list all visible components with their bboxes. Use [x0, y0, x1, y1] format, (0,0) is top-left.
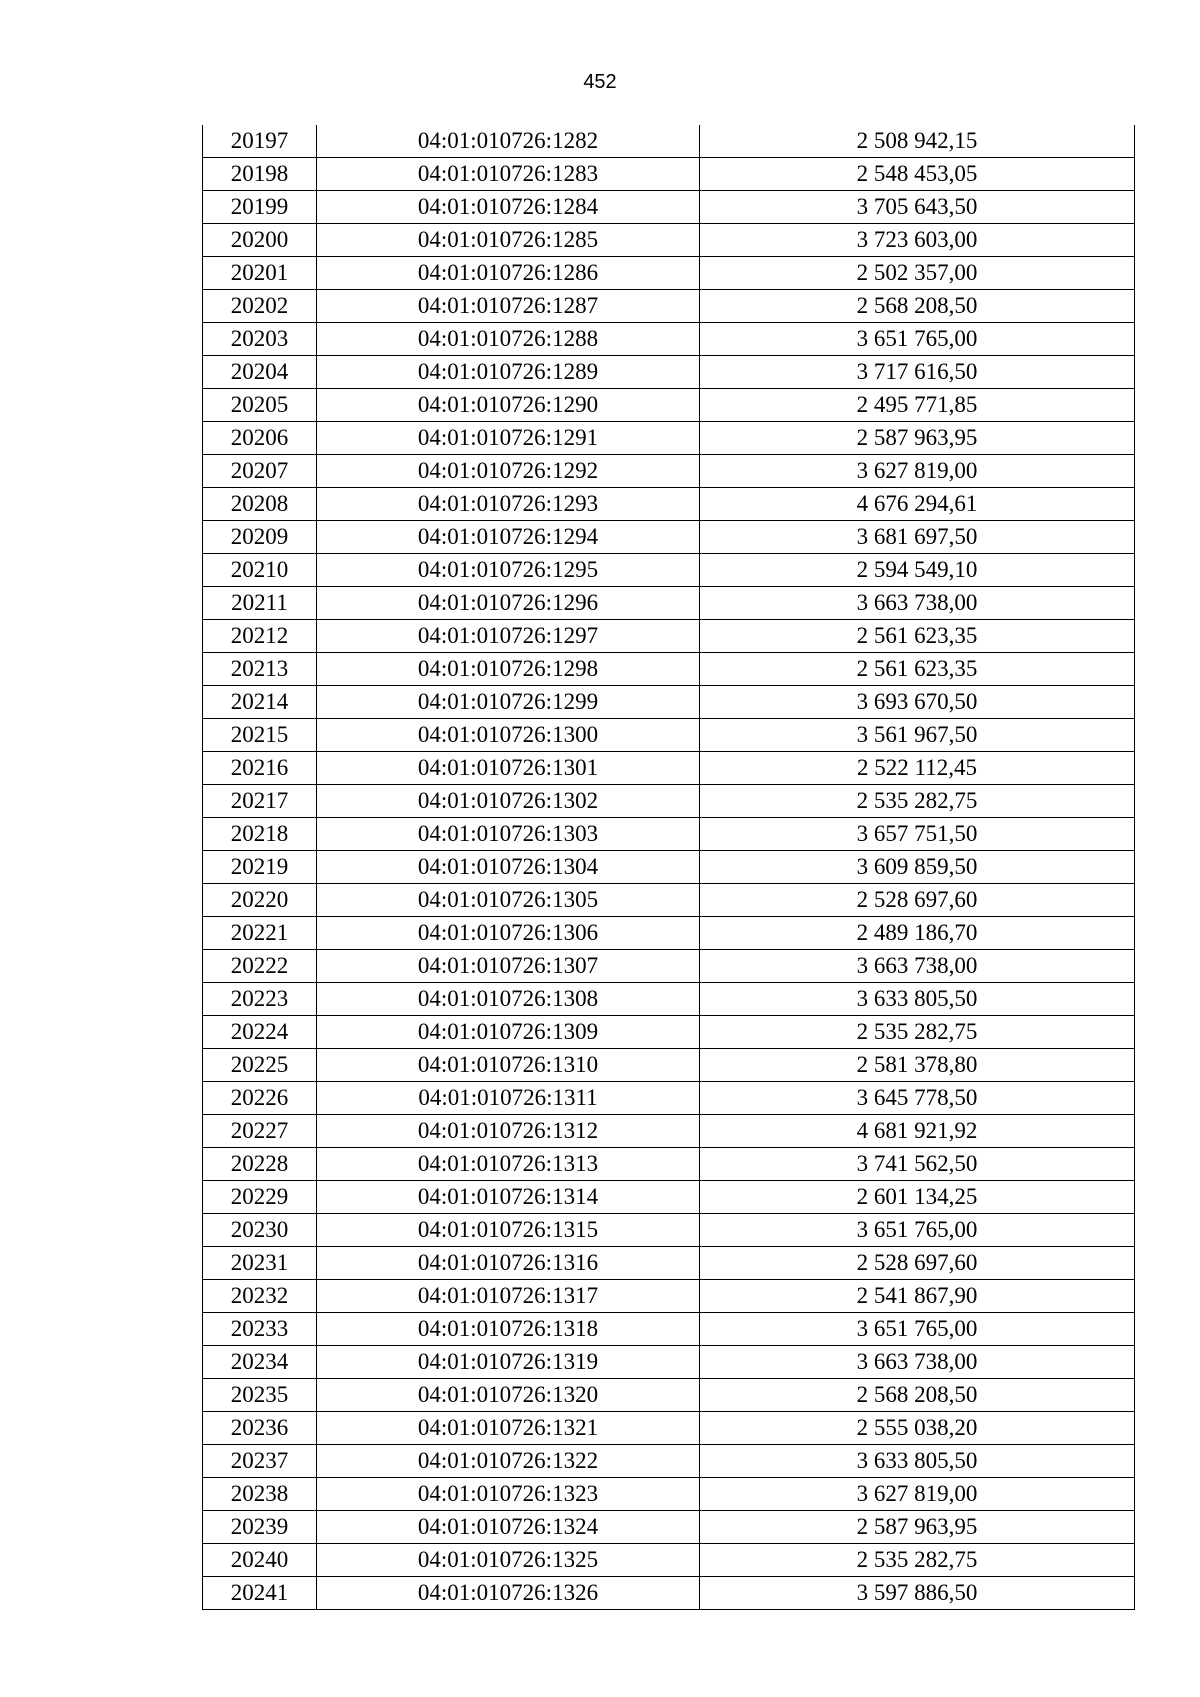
- table-row: [203, 1181, 1135, 1214]
- page-number: 452: [583, 71, 617, 93]
- cadastral-number-cell: 04:01:010726:1310: [317, 1049, 700, 1082]
- table-row: [203, 785, 1135, 818]
- row-number-cell: 20224: [203, 1016, 317, 1049]
- cadastral-value-cell: 2 561 623,35: [700, 653, 1135, 686]
- cadastral-number-cell: 04:01:010726:1299: [317, 686, 700, 719]
- table-row: [203, 1016, 1135, 1049]
- cadastral-number-cell: 04:01:010726:1313: [317, 1148, 700, 1181]
- table-row: [203, 323, 1135, 356]
- table-row: [203, 356, 1135, 389]
- cadastral-number-cell: 04:01:010726:1287: [317, 290, 700, 323]
- row-number-cell: 20226: [203, 1082, 317, 1115]
- row-number-cell: 20236: [203, 1412, 317, 1445]
- cadastral-number-cell: 04:01:010726:1282: [317, 125, 700, 158]
- cadastral-value-cell: 2 587 963,95: [700, 422, 1135, 455]
- table-row: [203, 488, 1135, 521]
- cadastral-value-cell: 2 508 942,15: [700, 125, 1135, 158]
- cadastral-number-cell: 04:01:010726:1312: [317, 1115, 700, 1148]
- row-number-cell: 20206: [203, 422, 317, 455]
- cadastral-value-cell: 3 627 819,00: [700, 1478, 1135, 1511]
- row-number-cell: 20216: [203, 752, 317, 785]
- cadastral-value-cell: 3 633 805,50: [700, 983, 1135, 1016]
- cadastral-number-cell: 04:01:010726:1305: [317, 884, 700, 917]
- cadastral-number-cell: 04:01:010726:1308: [317, 983, 700, 1016]
- row-number-cell: 20203: [203, 323, 317, 356]
- cadastral-value-cell: 2 528 697,60: [700, 884, 1135, 917]
- cadastral-number-cell: 04:01:010726:1325: [317, 1544, 700, 1577]
- cadastral-value-table: [202, 125, 1135, 1610]
- row-number-cell: 20237: [203, 1445, 317, 1478]
- row-number-cell: 20238: [203, 1478, 317, 1511]
- table-row: [203, 818, 1135, 851]
- cadastral-number-cell: 04:01:010726:1291: [317, 422, 700, 455]
- table-row: [203, 686, 1135, 719]
- row-number-cell: 20228: [203, 1148, 317, 1181]
- cadastral-value-cell: 2 495 771,85: [700, 389, 1135, 422]
- row-number-cell: 20241: [203, 1577, 317, 1610]
- cadastral-number-cell: 04:01:010726:1301: [317, 752, 700, 785]
- table-row: [203, 950, 1135, 983]
- row-number-cell: 20201: [203, 257, 317, 290]
- cadastral-number-cell: 04:01:010726:1304: [317, 851, 700, 884]
- cadastral-number-cell: 04:01:010726:1295: [317, 554, 700, 587]
- table-row: [203, 290, 1135, 323]
- cadastral-value-cell: 4 681 921,92: [700, 1115, 1135, 1148]
- table-row: [203, 851, 1135, 884]
- row-number-cell: 20219: [203, 851, 317, 884]
- row-number-cell: 20204: [203, 356, 317, 389]
- cadastral-number-cell: 04:01:010726:1292: [317, 455, 700, 488]
- row-number-cell: 20229: [203, 1181, 317, 1214]
- table-row: [203, 521, 1135, 554]
- cadastral-number-cell: 04:01:010726:1286: [317, 257, 700, 290]
- cadastral-value-cell: 2 587 963,95: [700, 1511, 1135, 1544]
- row-number-cell: 20235: [203, 1379, 317, 1412]
- table-row: [203, 1346, 1135, 1379]
- table-row: [203, 1379, 1135, 1412]
- cadastral-value-cell: 2 561 623,35: [700, 620, 1135, 653]
- table-row: [203, 455, 1135, 488]
- table-row: [203, 1115, 1135, 1148]
- cadastral-value-cell: 2 548 453,05: [700, 158, 1135, 191]
- cadastral-number-cell: 04:01:010726:1309: [317, 1016, 700, 1049]
- cadastral-number-cell: 04:01:010726:1289: [317, 356, 700, 389]
- cadastral-number-cell: 04:01:010726:1321: [317, 1412, 700, 1445]
- cadastral-number-cell: 04:01:010726:1297: [317, 620, 700, 653]
- cadastral-number-cell: 04:01:010726:1326: [317, 1577, 700, 1610]
- cadastral-value-cell: 2 528 697,60: [700, 1247, 1135, 1280]
- cadastral-number-cell: 04:01:010726:1290: [317, 389, 700, 422]
- cadastral-number-cell: 04:01:010726:1318: [317, 1313, 700, 1346]
- cadastral-value-cell: 2 581 378,80: [700, 1049, 1135, 1082]
- row-number-cell: 20225: [203, 1049, 317, 1082]
- row-number-cell: 20200: [203, 224, 317, 257]
- cadastral-value-cell: 3 609 859,50: [700, 851, 1135, 884]
- row-number-cell: 20239: [203, 1511, 317, 1544]
- cadastral-number-cell: 04:01:010726:1322: [317, 1445, 700, 1478]
- table-row: [203, 719, 1135, 752]
- table-row: [203, 125, 1135, 158]
- cadastral-value-cell: 3 657 751,50: [700, 818, 1135, 851]
- cadastral-value-cell: 2 489 186,70: [700, 917, 1135, 950]
- cadastral-value-cell: 3 693 670,50: [700, 686, 1135, 719]
- cadastral-value-cell: 3 651 765,00: [700, 1214, 1135, 1247]
- row-number-cell: 20208: [203, 488, 317, 521]
- cadastral-number-cell: 04:01:010726:1307: [317, 950, 700, 983]
- table-row: [203, 1313, 1135, 1346]
- cadastral-value-cell: 3 597 886,50: [700, 1577, 1135, 1610]
- table-row: [203, 917, 1135, 950]
- row-number-cell: 20223: [203, 983, 317, 1016]
- cadastral-value-cell: 3 627 819,00: [700, 455, 1135, 488]
- cadastral-value-cell: 2 568 208,50: [700, 290, 1135, 323]
- row-number-cell: 20220: [203, 884, 317, 917]
- table-row: [203, 191, 1135, 224]
- table-row: [203, 1577, 1135, 1610]
- row-number-cell: 20231: [203, 1247, 317, 1280]
- table-row: [203, 1247, 1135, 1280]
- row-number-cell: 20215: [203, 719, 317, 752]
- cadastral-value-cell: 3 645 778,50: [700, 1082, 1135, 1115]
- table-row: [203, 587, 1135, 620]
- cadastral-number-cell: 04:01:010726:1306: [317, 917, 700, 950]
- cadastral-value-cell: 4 676 294,61: [700, 488, 1135, 521]
- cadastral-value-cell: 2 502 357,00: [700, 257, 1135, 290]
- cadastral-value-cell: 3 723 603,00: [700, 224, 1135, 257]
- row-number-cell: 20240: [203, 1544, 317, 1577]
- cadastral-value-cell: 3 561 967,50: [700, 719, 1135, 752]
- cadastral-number-cell: 04:01:010726:1324: [317, 1511, 700, 1544]
- row-number-cell: 20213: [203, 653, 317, 686]
- table-row: [203, 620, 1135, 653]
- cadastral-number-cell: 04:01:010726:1316: [317, 1247, 700, 1280]
- table-row: [203, 653, 1135, 686]
- table-row: [203, 422, 1135, 455]
- row-number-cell: 20232: [203, 1280, 317, 1313]
- cadastral-number-cell: 04:01:010726:1320: [317, 1379, 700, 1412]
- cadastral-number-cell: 04:01:010726:1317: [317, 1280, 700, 1313]
- row-number-cell: 20214: [203, 686, 317, 719]
- table-row: [203, 884, 1135, 917]
- table-row: [203, 1049, 1135, 1082]
- cadastral-value-cell: 2 535 282,75: [700, 1016, 1135, 1049]
- cadastral-number-cell: 04:01:010726:1315: [317, 1214, 700, 1247]
- table-row: [203, 224, 1135, 257]
- cadastral-value-cell: 3 663 738,00: [700, 950, 1135, 983]
- cadastral-value-cell: 2 535 282,75: [700, 1544, 1135, 1577]
- cadastral-value-cell: 2 522 112,45: [700, 752, 1135, 785]
- cadastral-value-cell: 2 535 282,75: [700, 785, 1135, 818]
- cadastral-number-cell: 04:01:010726:1323: [317, 1478, 700, 1511]
- cadastral-number-cell: 04:01:010726:1300: [317, 719, 700, 752]
- table-row: [203, 1478, 1135, 1511]
- table-row: [203, 752, 1135, 785]
- table-row: [203, 257, 1135, 290]
- table-row: [203, 158, 1135, 191]
- cadastral-number-cell: 04:01:010726:1303: [317, 818, 700, 851]
- row-number-cell: 20211: [203, 587, 317, 620]
- row-number-cell: 20234: [203, 1346, 317, 1379]
- table-row: [203, 389, 1135, 422]
- cadastral-value-cell: 3 663 738,00: [700, 587, 1135, 620]
- row-number-cell: 20205: [203, 389, 317, 422]
- cadastral-number-cell: 04:01:010726:1311: [317, 1082, 700, 1115]
- cadastral-value-cell: 2 555 038,20: [700, 1412, 1135, 1445]
- cadastral-number-cell: 04:01:010726:1296: [317, 587, 700, 620]
- row-number-cell: 20209: [203, 521, 317, 554]
- table-row: [203, 1214, 1135, 1247]
- cadastral-value-cell: 3 651 765,00: [700, 323, 1135, 356]
- row-number-cell: 20207: [203, 455, 317, 488]
- row-number-cell: 20197: [203, 125, 317, 158]
- cadastral-number-cell: 04:01:010726:1288: [317, 323, 700, 356]
- row-number-cell: 20218: [203, 818, 317, 851]
- table-row: [203, 1280, 1135, 1313]
- cadastral-number-cell: 04:01:010726:1293: [317, 488, 700, 521]
- cadastral-number-cell: 04:01:010726:1284: [317, 191, 700, 224]
- table-row: [203, 1412, 1135, 1445]
- table-row: [203, 983, 1135, 1016]
- row-number-cell: 20212: [203, 620, 317, 653]
- cadastral-value-cell: 3 681 697,50: [700, 521, 1135, 554]
- cadastral-number-cell: 04:01:010726:1319: [317, 1346, 700, 1379]
- row-number-cell: 20210: [203, 554, 317, 587]
- cadastral-value-cell: 2 541 867,90: [700, 1280, 1135, 1313]
- cadastral-number-cell: 04:01:010726:1294: [317, 521, 700, 554]
- cadastral-value-cell: 3 705 643,50: [700, 191, 1135, 224]
- table-row: [203, 1148, 1135, 1181]
- cadastral-value-cell: 3 741 562,50: [700, 1148, 1135, 1181]
- row-number-cell: 20230: [203, 1214, 317, 1247]
- row-number-cell: 20227: [203, 1115, 317, 1148]
- cadastral-number-cell: 04:01:010726:1285: [317, 224, 700, 257]
- cadastral-value-cell: 2 601 134,25: [700, 1181, 1135, 1214]
- cadastral-number-cell: 04:01:010726:1283: [317, 158, 700, 191]
- table-row: [203, 554, 1135, 587]
- row-number-cell: 20202: [203, 290, 317, 323]
- table-row: [203, 1511, 1135, 1544]
- table-row: [203, 1544, 1135, 1577]
- cadastral-value-cell: 3 633 805,50: [700, 1445, 1135, 1478]
- table-body: [203, 125, 1135, 1610]
- table-row: [203, 1445, 1135, 1478]
- cadastral-value-cell: 3 651 765,00: [700, 1313, 1135, 1346]
- cadastral-number-cell: 04:01:010726:1302: [317, 785, 700, 818]
- table-row: [203, 1082, 1135, 1115]
- row-number-cell: 20198: [203, 158, 317, 191]
- cadastral-number-cell: 04:01:010726:1314: [317, 1181, 700, 1214]
- row-number-cell: 20221: [203, 917, 317, 950]
- cadastral-value-cell: 3 717 616,50: [700, 356, 1135, 389]
- row-number-cell: 20233: [203, 1313, 317, 1346]
- cadastral-value-cell: 2 594 549,10: [700, 554, 1135, 587]
- row-number-cell: 20222: [203, 950, 317, 983]
- cadastral-value-cell: 3 663 738,00: [700, 1346, 1135, 1379]
- cadastral-number-cell: 04:01:010726:1298: [317, 653, 700, 686]
- row-number-cell: 20199: [203, 191, 317, 224]
- cadastral-value-cell: 2 568 208,50: [700, 1379, 1135, 1412]
- row-number-cell: 20217: [203, 785, 317, 818]
